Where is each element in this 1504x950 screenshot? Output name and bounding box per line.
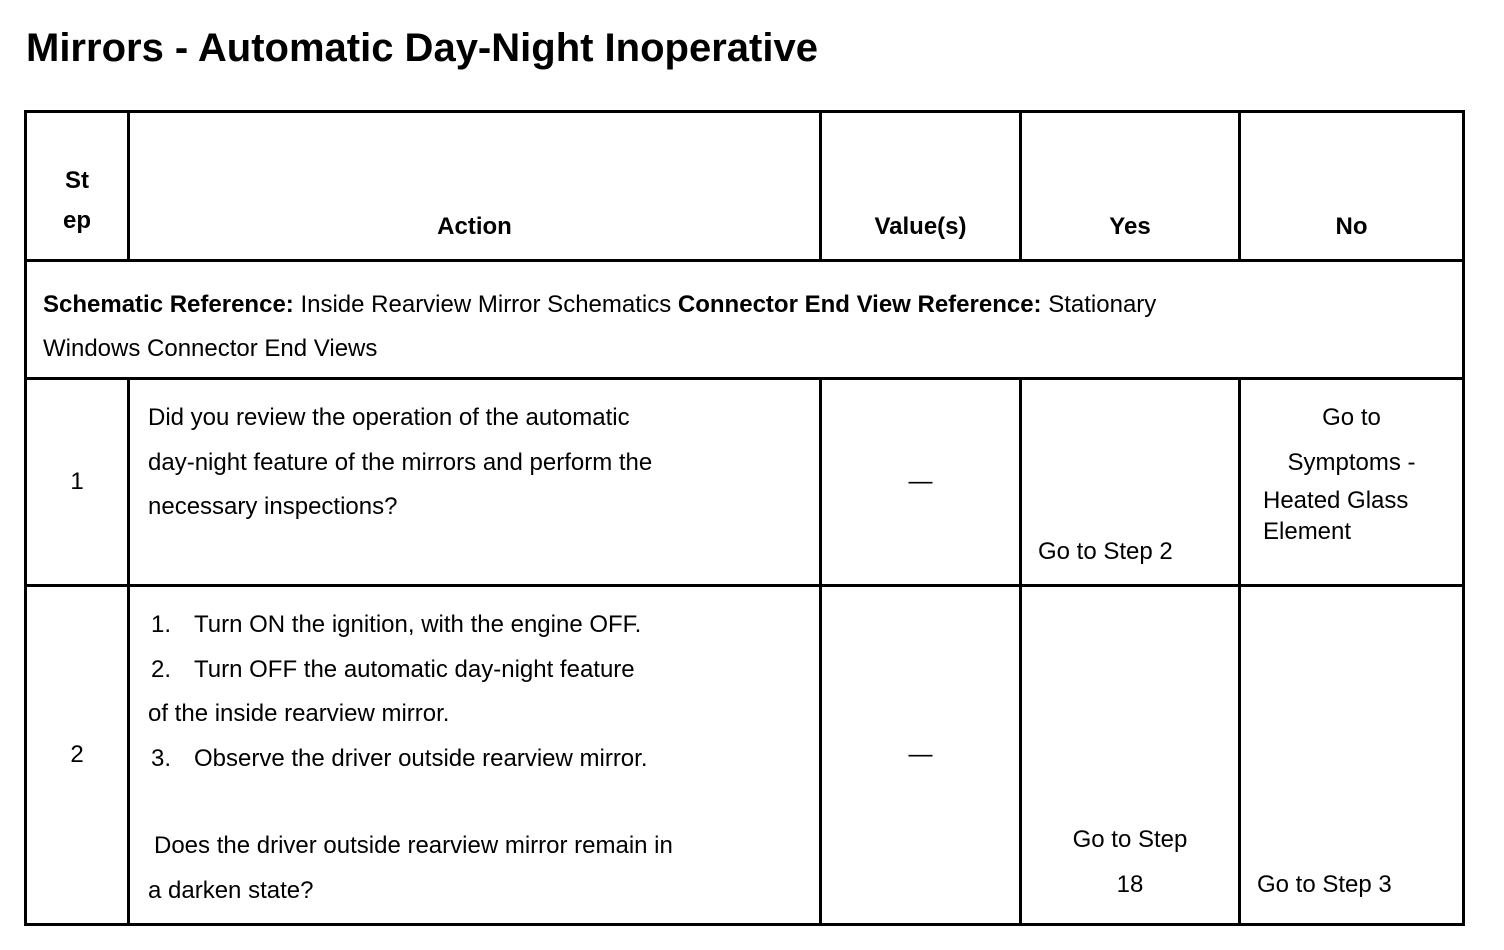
step-value: — — [821, 586, 1021, 925]
page-title: Mirrors - Automatic Day-Night Inoperative — [26, 26, 818, 70]
header-values: Value(s) — [821, 112, 1021, 261]
header-step — [26, 112, 129, 261]
action-line: day-night feature of the mirrors and perform the — [148, 448, 653, 476]
reference-row — [26, 261, 1464, 379]
step-value: — — [821, 379, 1021, 586]
step-yes — [1021, 586, 1240, 925]
step-action — [129, 586, 821, 925]
yes-line: Go to Step — [1072, 826, 1188, 853]
header-action: Action — [129, 112, 821, 261]
list-item: 2. Turn OFF the automatic day-night feature — [151, 655, 635, 683]
step-number: 1 — [26, 379, 129, 586]
schematic-reference-link: Inside Rearview Mirror Schematics — [300, 291, 672, 318]
step-no: Go to Step 3 — [1240, 586, 1464, 925]
diagnostic-table — [24, 110, 1465, 926]
connector-reference-text-2: Windows Connector End Views — [43, 335, 378, 362]
list-item: 3. Observe the driver outside rearview mirror. — [151, 744, 648, 772]
reference-cell — [26, 261, 1464, 379]
question-line: Does the driver outside rearview mirror remain in — [154, 832, 673, 859]
header-step-line-2: ep — [62, 207, 91, 234]
header-yes: Yes — [1021, 112, 1240, 261]
yes-line: 18 — [1116, 870, 1144, 898]
action-line: necessary inspections? — [148, 493, 398, 520]
step-action — [129, 379, 821, 586]
list-item: 1. Turn ON the ignition, with the engine OFF. — [151, 611, 642, 638]
step-number: 2 — [26, 586, 129, 925]
step-no — [1240, 379, 1464, 586]
header-step-line-1: St — [65, 167, 89, 194]
question-line: a darken state? — [148, 876, 314, 904]
list-item: of the inside rearview mirror. — [148, 700, 450, 727]
no-line: Go to — [1322, 404, 1381, 431]
schematic-reference-label: Schematic Reference: — [43, 291, 294, 318]
action-line: Did you review the operation of the automatic — [148, 404, 630, 431]
no-line: Element — [1263, 518, 1352, 545]
no-line: Symptoms - — [1287, 448, 1416, 476]
step-yes: Go to Step 2 — [1021, 379, 1240, 586]
connector-reference-label: Connector End View Reference: — [677, 291, 1042, 318]
step-row-1 — [26, 379, 1464, 586]
step-row-2 — [26, 586, 1464, 925]
no-line: Heated Glass — [1263, 487, 1409, 514]
connector-reference-text-1: Stationary — [1048, 291, 1157, 318]
header-no: No — [1240, 112, 1464, 261]
table-header-row — [26, 112, 1464, 261]
